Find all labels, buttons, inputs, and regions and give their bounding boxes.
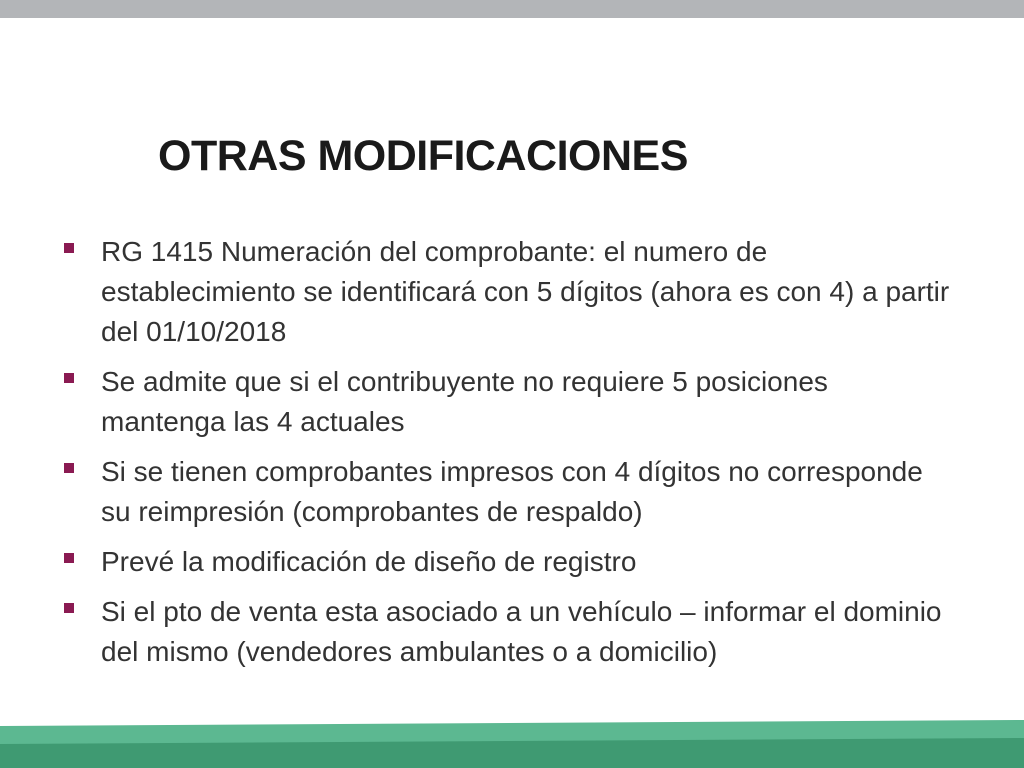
square-bullet-icon (64, 603, 74, 613)
bullet-text: Si se tienen comprobantes impresos con 4 dígitos no corresponde su reimpresión (comprobantes de respaldo) (101, 456, 923, 527)
square-bullet-icon (64, 463, 74, 473)
bullet-item (58, 452, 958, 532)
bottom-decorative-band (0, 720, 1024, 768)
bullet-text: Prevé la modificación de diseño de registro (101, 546, 637, 577)
bullet-item (58, 542, 958, 582)
slide-title: OTRAS MODIFICACIONES (158, 132, 688, 180)
bullet-text: RG 1415 Numeración del comprobante: el numero de establecimiento se identificará con 5 dígitos (ahora es con 4) a partir del 01/10/2018 (101, 236, 950, 347)
bullet-text: Se admite que si el contribuyente no requiere 5 posiciones mantenga las 4 actuales (101, 366, 828, 437)
square-bullet-icon (64, 243, 74, 253)
bullet-item (58, 592, 958, 672)
square-bullet-icon (64, 553, 74, 563)
bullet-text: Si el pto de venta esta asociado a un vehículo – informar el dominio del mismo (vendedores ambulantes o a domicilio) (101, 596, 942, 667)
bullet-item (58, 362, 958, 442)
top-decorative-bar (0, 0, 1024, 18)
bullet-item (58, 232, 958, 352)
bullet-list (58, 232, 958, 682)
square-bullet-icon (64, 373, 74, 383)
